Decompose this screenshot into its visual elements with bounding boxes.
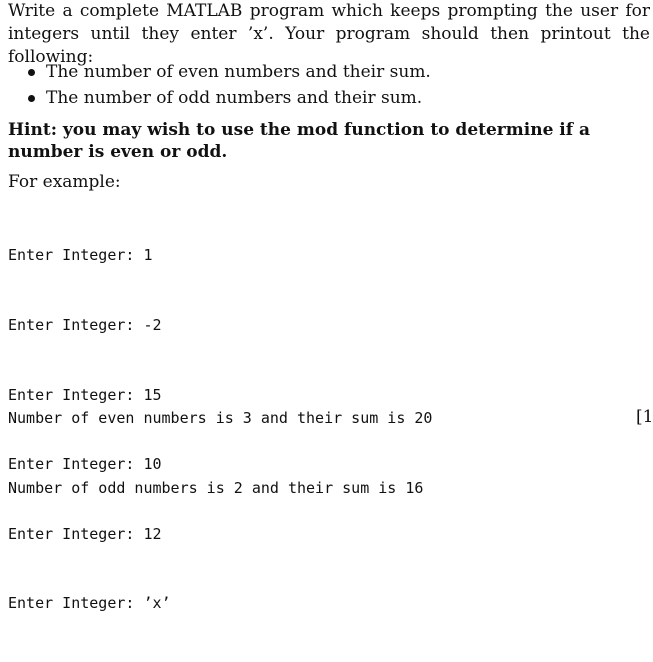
requirement-item-even [28,59,431,85]
code-line: Enter Integer: 15 [8,385,162,404]
code-line: Enter Integer: 10 [8,455,162,474]
code-line: Enter Integer: 1 [8,246,153,265]
requirement-text: The number of odd numbers and their sum. [46,88,423,108]
requirement-text: The number of even numbers and their sum. [46,62,431,82]
code-line: Enter Integer: -2 [8,316,162,334]
question-intro: Write a complete MATLAB program which keeps prompting the user for integers until they enter ’x’. Your program should then printout the following: [8,1,650,67]
code-line: Enter Integer: ’x’ [8,594,171,613]
code-line: Number of even numbers is 3 and their sum is 20 [8,409,433,428]
requirements-list [28,59,431,111]
marks-indicator: [1 [636,407,653,427]
example-label: For example: [8,172,121,192]
example-output-block [8,361,432,547]
requirement-item-odd [28,85,431,111]
bullet-icon [28,95,35,102]
hint-text: Hint: you may wish to use the mod function to determine if a number is even or odd. [8,120,591,162]
bullet-icon [28,69,35,76]
code-line: Number of odd numbers is 2 and their sum is 16 [8,479,424,497]
code-line: Enter Integer: 12 [8,524,162,543]
